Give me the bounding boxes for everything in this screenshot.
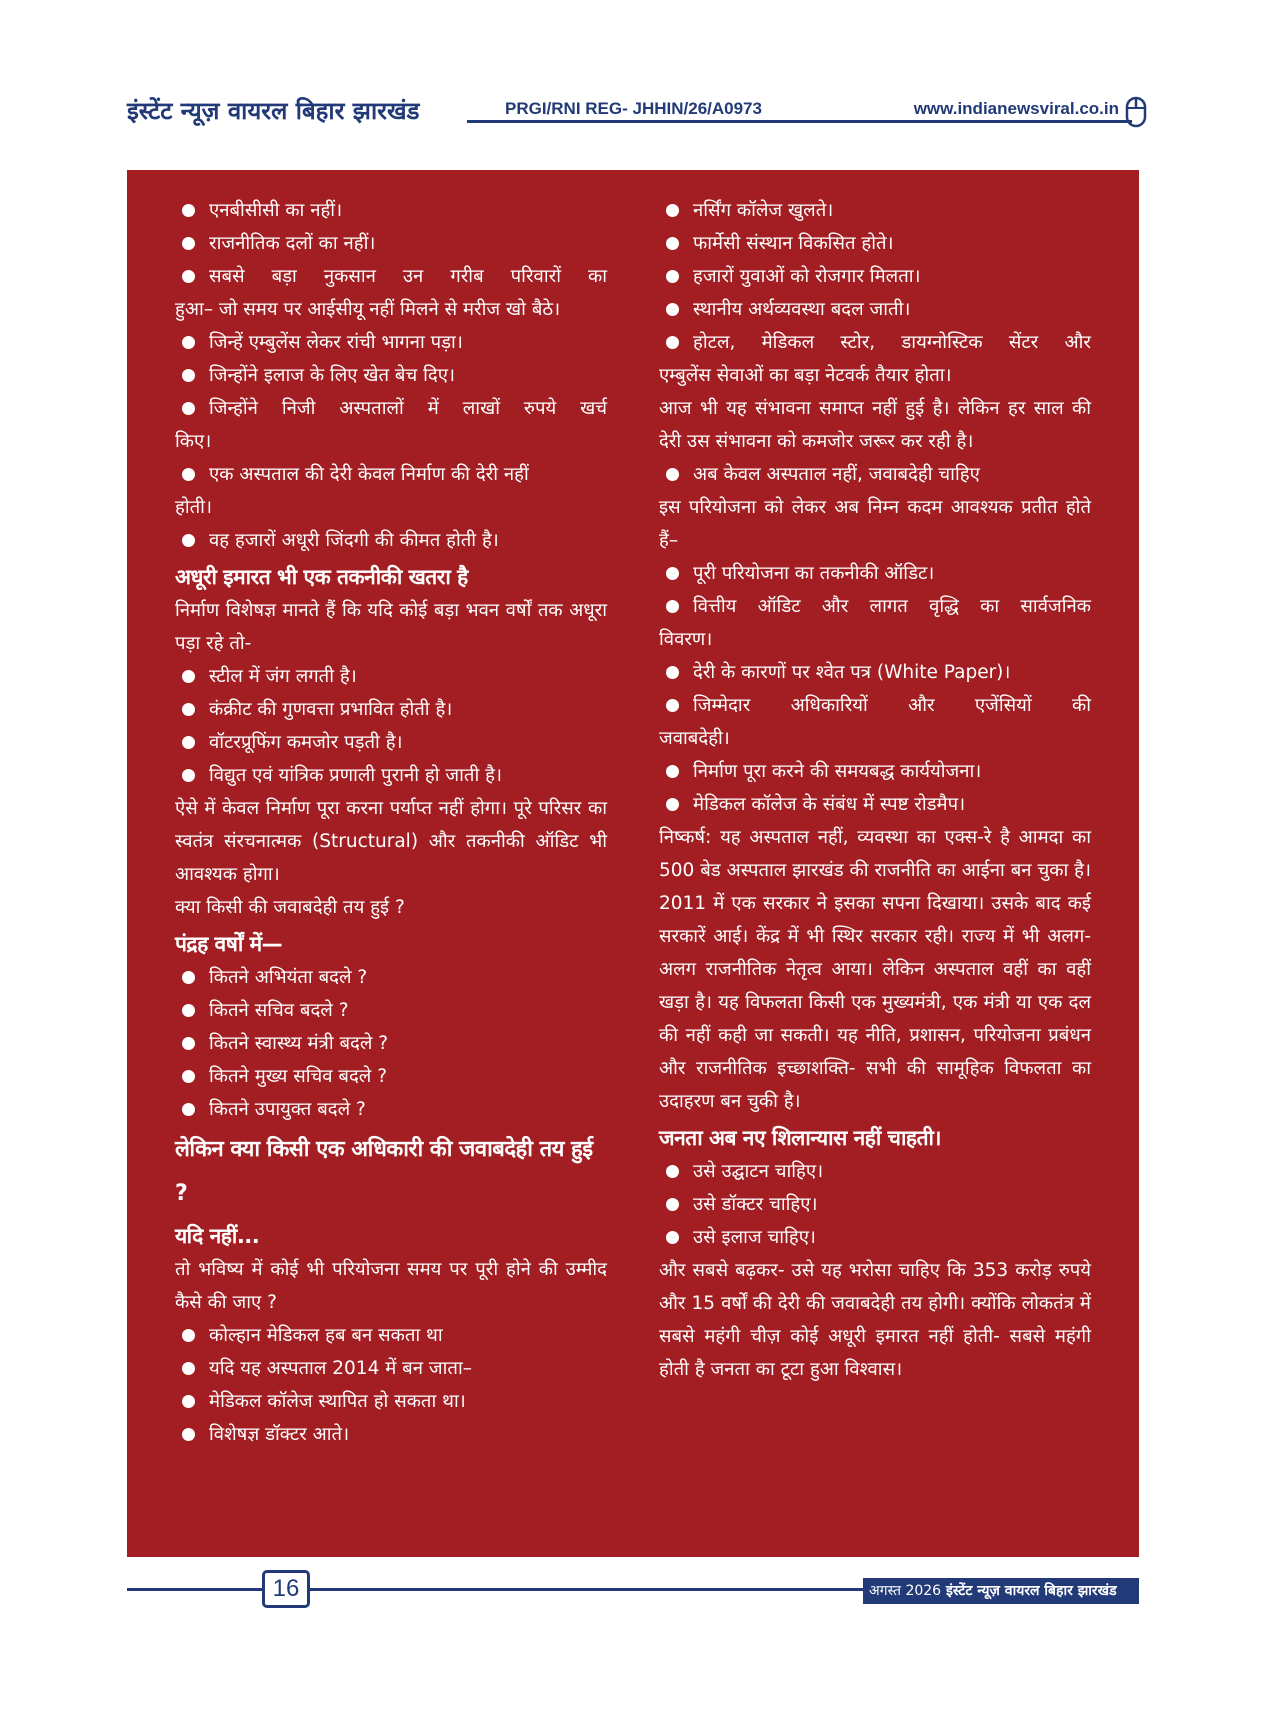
bullet-icon <box>182 1037 195 1050</box>
list-item-continuation: विवरण। <box>659 629 713 650</box>
paragraph: तो भविष्य में कोई भी परियोजना समय पर पूरी होने की उम्मीद कैसे की जाए ? <box>175 1259 607 1313</box>
list-item: कितने उपायुक्त बदले ? <box>175 1093 607 1126</box>
bullet-icon <box>182 237 195 250</box>
list-item: कितने अभियंता बदले ? <box>175 961 607 994</box>
list-item: जिन्होंने निजी अस्पतालों में लाखों रुपये खर्च <box>175 392 607 425</box>
bullet-icon <box>666 336 679 349</box>
bullet-icon <box>182 736 195 749</box>
bullet-icon <box>666 765 679 778</box>
list-item: वॉटरप्रूफिंग कमजोर पड़ती है। <box>175 726 607 759</box>
list-item: जिन्हें एम्बुलेंस लेकर रांची भागना पड़ा। <box>175 326 607 359</box>
list-item: विद्युत एवं यांत्रिक प्रणाली पुरानी हो जाती है। <box>175 759 607 792</box>
bullet-icon <box>182 336 195 349</box>
bullet-icon <box>666 798 679 811</box>
article-panel <box>127 170 1139 1557</box>
section-heading: अधूरी इमारत भी एक तकनीकी खतरा है <box>175 565 468 589</box>
bullet-icon <box>182 369 195 382</box>
section-heading: जनता अब नए शिलान्यास नहीं चाहती। <box>659 1126 941 1150</box>
list-item: राजनीतिक दलों का नहीं। <box>175 227 607 260</box>
list-item: मेडिकल कॉलेज के संबंध में स्पष्ट रोडमैप। <box>659 788 1091 821</box>
list-item-continuation: होती। <box>175 497 212 518</box>
bullet-icon <box>666 204 679 217</box>
list-item: सबसे बड़ा नुकसान उन गरीब परिवारों का <box>175 260 607 293</box>
conclusion-paragraph: निष्कर्ष: यह अस्पताल नहीं, व्यवस्था का एक्स-रे है आमदा का 500 बेड अस्पताल झारखंड की राजनीति का आईना बन चुका है। 2011 में एक सरकार ने इसका सपना दिखाया। उसके बाद कई सरकारें आई। केंद्र में भी स्थिर सरकार रही। राज्य में भी अलग- अलग राजनीतिक नेतृत्व आया। लेकिन अस्पताल वहीं का वहीं खड़ा है। यह विफलता किसी एक मुख्यमंत्री, एक मंत्री या एक दल की नहीं कही जा सकती। यह नीति, प्रशासन, परियोजना प्रबंधन और राजनीतिक इच्छाशक्ति- सभी की सामूहिक विफलता का उदाहरण बन चुकी है। <box>659 827 1091 1112</box>
list-item: देरी के कारणों पर श्वेत पत्र (White Paper)। <box>659 656 1091 689</box>
bullet-icon <box>182 1395 195 1408</box>
registration-number: PRGI/RNI REG- JHHIN/26/A0973 <box>505 99 762 118</box>
header-rule <box>467 120 1132 123</box>
bullet-icon <box>182 1362 195 1375</box>
bullet-icon <box>666 303 679 316</box>
list-item: फार्मेसी संस्थान विकसित होते। <box>659 227 1091 260</box>
list-item: वह हजारों अधूरी जिंदगी की कीमत होती है। <box>175 524 607 557</box>
list-item: एनबीसीसी का नहीं। <box>175 194 607 227</box>
list-item: उसे उद्घाटन चाहिए। <box>659 1155 1091 1188</box>
list-item-continuation: हुआ– जो समय पर आईसीयू नहीं मिलने से मरीज खो बैठे। <box>175 299 561 320</box>
paragraph: और सबसे बढ़कर- उसे यह भरोसा चाहिए कि 353 करोड़ रुपये और 15 वर्षों की देरी की जवाबदेही तय होगी। क्योंकि लोकतंत्र में सबसे महंगी चीज़ कोई अधूरी इमारत नहीं होती- सबसे महंगी होती है जनता का टूटा हुआ विश्वास। <box>659 1260 1091 1380</box>
section-heading: यदि नहीं... <box>175 1224 260 1248</box>
paragraph: निर्माण विशेषज्ञ मानते हैं कि यदि कोई बड़ा भवन वर्षों तक अधूरा पड़ा रहे तो- <box>175 600 607 654</box>
bullet-icon <box>182 971 195 984</box>
bullet-icon <box>666 270 679 283</box>
page-number-box <box>262 1570 310 1608</box>
list-item: एक अस्पताल की देरी केवल निर्माण की देरी नहीं <box>175 458 607 491</box>
bullet-icon <box>182 402 195 415</box>
list-item: यदि यह अस्पताल 2014 में बन जाता– <box>175 1352 607 1385</box>
bullet-icon <box>182 534 195 547</box>
paragraph: ऐसे में केवल निर्माण पूरा करना पर्याप्त नहीं होगा। पूरे परिसर का स्वतंत्र संरचनात्मक (Structural) और तकनीकी ऑडिट भी आवश्यक होगा। <box>175 798 607 885</box>
list-item: जिन्होंने इलाज के लिए खेत बेच दिए। <box>175 359 607 392</box>
bullet-icon <box>182 1070 195 1083</box>
bullet-icon <box>666 237 679 250</box>
bullet-icon <box>666 600 679 613</box>
list-item: स्थानीय अर्थव्यवस्था बदल जाती। <box>659 293 1091 326</box>
bullet-icon <box>666 567 679 580</box>
page-number: 16 <box>272 1575 300 1602</box>
page-header <box>127 92 1147 132</box>
bullet-icon <box>666 1231 679 1244</box>
bullet-icon <box>182 468 195 481</box>
paragraph: आज भी यह संभावना समाप्त नहीं हुई है। लेकिन हर साल की देरी उस संभावना को कमजोर जरूर कर रही है। <box>659 398 1091 452</box>
list-item: उसे डॉक्टर चाहिए। <box>659 1188 1091 1221</box>
right-column <box>659 194 1091 1386</box>
footer-publication-name: इंस्टेंट न्यूज़ वायरल बिहार झारखंड <box>945 1583 1117 1599</box>
list-item-continuation: एम्बुलेंस सेवाओं का बड़ा नेटवर्क तैयार होता। <box>659 365 952 386</box>
list-item: अब केवल अस्पताल नहीं, जवाबदेही चाहिए <box>659 458 1091 491</box>
bullet-icon <box>182 270 195 283</box>
list-item: मेडिकल कॉलेज स्थापित हो सकता था। <box>175 1385 607 1418</box>
list-item: नर्सिंग कॉलेज खुलते। <box>659 194 1091 227</box>
paragraph: इस परियोजना को लेकर अब निम्न कदम आवश्यक प्रतीत होते हैं– <box>659 497 1091 551</box>
list-item-continuation: किए। <box>175 431 212 452</box>
bullet-icon <box>666 666 679 679</box>
list-item-continuation: जवाबदेही। <box>659 728 730 749</box>
bullet-icon <box>182 670 195 683</box>
list-item: कितने स्वास्थ्य मंत्री बदले ? <box>175 1027 607 1060</box>
bullet-icon <box>666 1198 679 1211</box>
masthead-title: इंस्टेंट न्यूज़ वायरल बिहार झारखंड <box>127 97 420 125</box>
list-item: कोल्हान मेडिकल हब बन सकता था <box>175 1319 607 1352</box>
footer-publication-label <box>863 1578 1139 1604</box>
bullet-icon <box>182 1428 195 1441</box>
left-column <box>175 194 607 1451</box>
list-item: विशेषज्ञ डॉक्टर आते। <box>175 1418 607 1451</box>
bullet-icon <box>666 1165 679 1178</box>
bullet-icon <box>182 703 195 716</box>
bullet-icon <box>182 204 195 217</box>
list-item: हजारों युवाओं को रोजगार मिलता। <box>659 260 1091 293</box>
bullet-icon <box>182 769 195 782</box>
bullet-icon <box>666 468 679 481</box>
section-heading: लेकिन क्या किसी एक अधिकारी की जवाबदेही तय हुई ? <box>175 1137 593 1206</box>
list-item: होटल, मेडिकल स्टोर, डायग्नोस्टिक सेंटर और <box>659 326 1091 359</box>
bullet-icon <box>182 1004 195 1017</box>
list-item: स्टील में जंग लगती है। <box>175 660 607 693</box>
bullet-icon <box>182 1329 195 1342</box>
list-item: जिम्मेदार अधिकारियों और एजेंसियों की <box>659 689 1091 722</box>
list-item: कितने मुख्य सचिव बदले ? <box>175 1060 607 1093</box>
list-item: कितने सचिव बदले ? <box>175 994 607 1027</box>
bullet-icon <box>182 1103 195 1116</box>
list-item: कंक्रीट की गुणवत्ता प्रभावित होती है। <box>175 693 607 726</box>
list-item: निर्माण पूरा करने की समयबद्ध कार्ययोजना। <box>659 755 1091 788</box>
issue-date: अगस्त 2026 <box>869 1583 942 1599</box>
website-link[interactable]: www.indianewsviral.co.in <box>913 99 1119 118</box>
list-item: पूरी परियोजना का तकनीकी ऑडिट। <box>659 557 1091 590</box>
bullet-icon <box>666 699 679 712</box>
paragraph: क्या किसी की जवाबदेही तय हुई ? <box>175 897 405 918</box>
mouse-icon <box>1125 96 1147 128</box>
list-item: उसे इलाज चाहिए। <box>659 1221 1091 1254</box>
list-item: वित्तीय ऑडिट और लागत वृद्धि का सार्वजनिक <box>659 590 1091 623</box>
section-heading: पंद्रह वर्षों में— <box>175 932 283 956</box>
